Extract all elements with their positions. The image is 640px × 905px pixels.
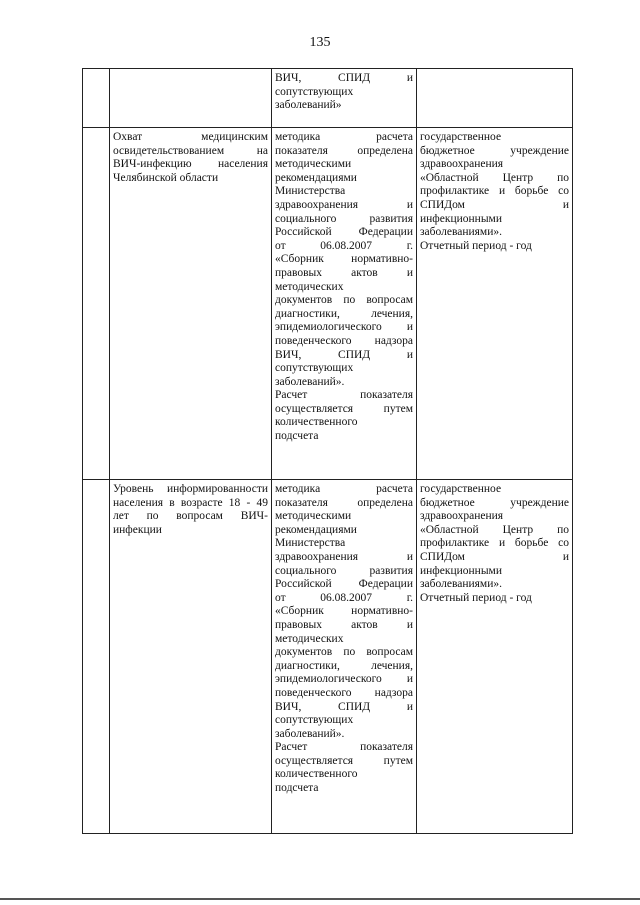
text-line: поведенческого надзора <box>275 686 413 699</box>
table-row <box>83 128 573 480</box>
source-cell <box>417 480 573 834</box>
text-line: Российской Федерации <box>275 226 413 239</box>
text-line: Министерства <box>275 537 346 550</box>
text-line: осуществляется путем <box>275 754 413 767</box>
text-line: заболеваниями». <box>420 226 502 239</box>
text-line: методика расчета <box>275 483 413 495</box>
text-line: методическими <box>275 158 352 171</box>
text-line: Российской Федерации <box>275 578 413 591</box>
text-line: диагностики, лечения, <box>275 659 413 672</box>
text-line: здравоохранения <box>420 158 504 171</box>
text-line: социального развития <box>275 564 413 577</box>
page-number: 135 <box>309 35 331 50</box>
page-bottom-edge <box>0 898 640 900</box>
text-line: правовых актов и <box>275 266 413 279</box>
text-line: «Областной Центр по <box>420 523 569 536</box>
text-line: здравоохранения <box>420 510 504 523</box>
text-line: правовых актов и <box>275 618 413 631</box>
text-line: заболеваний» <box>275 99 342 112</box>
text-line: бюджетное учреждение <box>420 496 569 509</box>
text-line: ВИЧ, СПИД и <box>275 72 413 84</box>
text-line: Расчет показателя <box>275 741 413 754</box>
method-cell <box>272 480 417 834</box>
text-line: документов по вопросам <box>275 646 413 659</box>
text-line: государственное <box>420 131 502 143</box>
table-row <box>83 480 573 834</box>
text-line: сопутствующих <box>275 362 354 375</box>
text-line: показателя определена <box>275 144 413 157</box>
text-line: государственное <box>420 483 502 495</box>
row-number-cell <box>83 69 110 128</box>
text-line: заболеваний». <box>275 375 345 388</box>
text-line: от 06.08.2007 г. <box>275 591 413 604</box>
text-line: профилактике и борьбе со <box>420 537 569 550</box>
text-line: количественного <box>275 416 358 429</box>
text-line: Отчетный период - год <box>420 591 532 604</box>
text-line: методическими <box>275 510 352 523</box>
text-line: здравоохранения и <box>275 550 413 563</box>
text-line: документов по вопросам <box>275 294 413 307</box>
indicator-name-cell: Охват медицинским освидетельствованием на ВИЧ-инфекцию населения Челябинской области <box>110 128 272 480</box>
text-line: методика расчета <box>275 131 413 143</box>
text-line: методических <box>275 632 344 645</box>
indicator-table <box>82 68 573 834</box>
text-line: заболеваний». <box>275 727 345 740</box>
text-line: Расчет показателя <box>275 389 413 402</box>
text-line: диагностики, лечения, <box>275 307 413 320</box>
text-line: рекомендациями <box>275 523 357 536</box>
text-line: бюджетное учреждение <box>420 144 569 157</box>
text-line: ВИЧ, СПИД и <box>275 700 413 713</box>
text-line: ВИЧ, СПИД и <box>275 348 413 361</box>
text-line: инфекционными <box>420 212 502 225</box>
text-line: социального развития <box>275 212 413 225</box>
text-line: Отчетный период - год <box>420 239 532 252</box>
text-line: эпидемиологического и <box>275 673 413 686</box>
text-line: показателя определена <box>275 496 413 509</box>
table-row <box>83 69 573 128</box>
text-line: «Сборник нормативно- <box>275 253 413 266</box>
text-line: СПИДом и <box>420 550 569 563</box>
source-cell <box>417 128 573 480</box>
method-cell <box>272 128 417 480</box>
text-line: СПИДом и <box>420 198 569 211</box>
text-line: «Сборник нормативно- <box>275 605 413 618</box>
text-line: Министерства <box>275 185 346 198</box>
text-line: рекомендациями <box>275 171 357 184</box>
text-line: поведенческого надзора <box>275 334 413 347</box>
text-line: осуществляется путем <box>275 402 413 415</box>
indicator-name-cell: Уровень информированности населения в возрасте 18 - 49 лет по вопросам ВИЧ-инфекции <box>110 480 272 834</box>
text-line: количественного <box>275 768 358 781</box>
text-line: здравоохранения и <box>275 198 413 211</box>
text-line: эпидемиологического и <box>275 321 413 334</box>
text-line: «Областной Центр по <box>420 171 569 184</box>
text-line: сопутствующих <box>275 85 354 98</box>
method-cell <box>272 69 417 128</box>
text-line: подсчета <box>275 782 319 795</box>
text-line: профилактике и борьбе со <box>420 185 569 198</box>
text-line: сопутствующих <box>275 714 354 727</box>
row-number-cell <box>83 128 110 480</box>
text-line: от 06.08.2007 г. <box>275 239 413 252</box>
indicator-name-cell <box>110 69 272 128</box>
row-number-cell <box>83 480 110 834</box>
source-cell <box>417 69 573 128</box>
text-line: инфекционными <box>420 564 502 577</box>
text-line: заболеваниями». <box>420 578 502 591</box>
text-line: подсчета <box>275 430 319 443</box>
text-line: методических <box>275 280 344 293</box>
